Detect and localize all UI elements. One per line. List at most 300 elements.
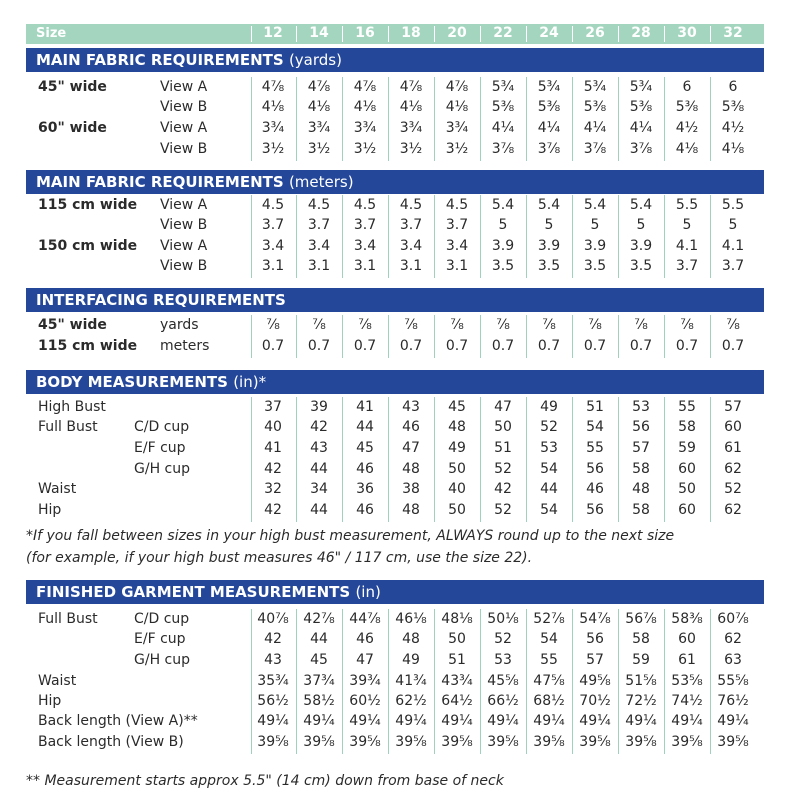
table-cell: 3.7: [721, 258, 745, 274]
table-cell: 42: [264, 461, 282, 477]
table-cell: 3.7: [261, 217, 285, 233]
table-cell: 56: [586, 631, 604, 647]
table-cell: ⅞: [312, 317, 326, 333]
table-cell: 47⅝: [533, 673, 565, 689]
section-unit: (yards): [288, 51, 342, 69]
table-cell: 3.4: [261, 238, 285, 254]
table-cell: 52: [494, 461, 512, 477]
row-label: High Bust: [38, 399, 106, 415]
table-cell: 3.7: [675, 258, 699, 274]
size-separator: [618, 26, 619, 42]
table-cell: 54: [540, 631, 558, 647]
table-cell: 0.7: [629, 338, 653, 354]
table-cell: 44: [310, 631, 328, 647]
size-column-20: 20: [447, 25, 467, 41]
table-cell: 42⅞: [303, 611, 335, 627]
table-cell: 0.7: [307, 338, 331, 354]
table-cell: 45: [356, 440, 374, 456]
table-cell: 40: [448, 481, 466, 497]
table-cell: 54: [586, 419, 604, 435]
row-sublabel: G/H cup: [134, 461, 190, 477]
table-cell: 52⅞: [533, 611, 565, 627]
table-cell: 51: [448, 652, 466, 668]
table-cell: 5.4: [583, 197, 607, 213]
section-unit: (in)*: [233, 373, 267, 391]
section-title: FINISHED GARMENT MEASUREMENTS: [36, 583, 351, 601]
row-label: Full Bust: [38, 419, 98, 435]
table-cell: 76½: [717, 693, 749, 709]
row-label: 115 cm wide: [38, 197, 138, 213]
section-title: MAIN FABRIC REQUIREMENTS: [36, 173, 284, 191]
footnote: ** Measurement starts approx 5.5" (14 cm) down from base of neck: [26, 773, 504, 789]
table-cell: 46: [356, 461, 374, 477]
row-sublabel: View B: [160, 141, 208, 157]
row-sublabel: E/F cup: [134, 440, 186, 456]
table-cell: 61: [678, 652, 696, 668]
table-cell: 5.5: [721, 197, 745, 213]
table-cell: 72½: [625, 693, 657, 709]
table-cell: 4⅞: [261, 79, 285, 95]
row-sublabel: C/D cup: [134, 419, 190, 435]
row-label: 45" wide: [38, 79, 107, 95]
table-cell: 4½: [675, 120, 699, 136]
table-cell: 58⅜: [671, 611, 703, 627]
section-unit: (in): [355, 583, 381, 601]
table-cell: 5: [682, 217, 692, 233]
row-sublabel: View B: [160, 258, 208, 274]
row-label: Waist: [38, 481, 77, 497]
table-cell: 58½: [303, 693, 335, 709]
table-cell: 39¾: [349, 673, 381, 689]
table-cell: 3½: [399, 141, 423, 157]
table-cell: 60⅞: [717, 611, 749, 627]
table-cell: 6: [682, 79, 692, 95]
size-column-26: 26: [585, 25, 605, 41]
table-cell: 48: [632, 481, 650, 497]
table-cell: 49¼: [717, 713, 749, 729]
table-cell: 55⅝: [717, 673, 749, 689]
table-cell: 5.4: [629, 197, 653, 213]
table-cell: 4½: [721, 120, 745, 136]
table-cell: 46: [402, 419, 420, 435]
table-cell: ⅞: [634, 317, 648, 333]
table-cell: 4.5: [261, 197, 285, 213]
table-cell: 60: [678, 461, 696, 477]
table-cell: 49¼: [303, 713, 335, 729]
table-cell: 64½: [441, 693, 473, 709]
table-cell: 50: [494, 419, 512, 435]
table-cell: 41: [264, 440, 282, 456]
table-cell: 47: [494, 399, 512, 415]
table-cell: 3⅞: [629, 141, 653, 157]
table-cell: 62: [724, 461, 742, 477]
table-cell: 46⅛: [395, 611, 427, 627]
table-cell: 4.5: [353, 197, 377, 213]
size-separator: [388, 26, 389, 42]
table-cell: 57: [632, 440, 650, 456]
table-cell: 5⅜: [675, 99, 699, 115]
table-cell: 54: [540, 502, 558, 518]
table-cell: 3¾: [307, 120, 331, 136]
table-cell: 3⅞: [491, 141, 515, 157]
row-label: Back length (View A)**: [38, 713, 198, 729]
row-label: Back length (View B): [38, 734, 184, 750]
table-cell: 56⅞: [625, 611, 657, 627]
table-cell: 49¼: [671, 713, 703, 729]
table-cell: 66½: [487, 693, 519, 709]
table-cell: 41¾: [395, 673, 427, 689]
table-cell: 5¾: [537, 79, 561, 95]
table-cell: 57: [586, 652, 604, 668]
table-cell: 70½: [579, 693, 611, 709]
table-cell: 52: [540, 419, 558, 435]
table-cell: 52: [724, 481, 742, 497]
row-label: Full Bust: [38, 611, 98, 627]
size-column-14: 14: [309, 25, 329, 41]
table-cell: 3⅞: [537, 141, 561, 157]
table-cell: 50: [448, 631, 466, 647]
table-cell: 46: [356, 502, 374, 518]
size-column-30: 30: [677, 25, 697, 41]
table-cell: 4¼: [491, 120, 515, 136]
table-cell: 49¼: [625, 713, 657, 729]
table-cell: 5.4: [537, 197, 561, 213]
table-cell: 6: [728, 79, 738, 95]
table-cell: 39⅝: [625, 734, 657, 750]
table-cell: 52: [494, 502, 512, 518]
table-cell: 43: [310, 440, 328, 456]
table-cell: 42: [310, 419, 328, 435]
table-cell: 53: [494, 652, 512, 668]
table-cell: 36: [356, 481, 374, 497]
table-cell: 49¼: [487, 713, 519, 729]
table-cell: 0.7: [583, 338, 607, 354]
table-cell: 3.4: [399, 238, 423, 254]
table-cell: 39⅝: [487, 734, 519, 750]
table-cell: 0.7: [721, 338, 745, 354]
table-cell: 3.5: [629, 258, 653, 274]
table-cell: 45⅝: [487, 673, 519, 689]
size-separator: [710, 26, 711, 42]
table-cell: 4⅛: [721, 141, 745, 157]
table-cell: 60: [724, 419, 742, 435]
table-cell: 54⅞: [579, 611, 611, 627]
table-cell: 5.5: [675, 197, 699, 213]
table-cell: 42: [264, 502, 282, 518]
row-label: 45" wide: [38, 317, 107, 333]
row-sublabel: View B: [160, 99, 208, 115]
table-cell: 3¾: [353, 120, 377, 136]
table-cell: ⅞: [358, 317, 372, 333]
table-cell: 5.4: [491, 197, 515, 213]
table-cell: 3.1: [353, 258, 377, 274]
row-label: 150 cm wide: [38, 238, 138, 254]
table-cell: 60: [678, 631, 696, 647]
size-column-32: 32: [723, 25, 743, 41]
section-header-3: [26, 288, 764, 312]
table-cell: 4⅞: [445, 79, 469, 95]
table-cell: 48: [448, 419, 466, 435]
table-cell: 58: [678, 419, 696, 435]
table-cell: 0.7: [537, 338, 561, 354]
table-cell: 0.7: [445, 338, 469, 354]
table-cell: 5⅜: [583, 99, 607, 115]
row-sublabel: View B: [160, 217, 208, 233]
table-cell: 3½: [261, 141, 285, 157]
table-cell: 3.5: [491, 258, 515, 274]
table-cell: 3.4: [445, 238, 469, 254]
table-cell: 3.4: [353, 238, 377, 254]
table-cell: 46: [586, 481, 604, 497]
table-cell: 4¼: [629, 120, 653, 136]
size-column-22: 22: [493, 25, 513, 41]
table-cell: 50: [448, 502, 466, 518]
size-separator: [434, 26, 435, 42]
size-column-28: 28: [631, 25, 651, 41]
table-cell: 4⅛: [307, 99, 331, 115]
table-cell: 4.1: [675, 238, 699, 254]
table-cell: ⅞: [266, 317, 280, 333]
measurement-note: *If you fall between sizes in your high bust measurement, ALWAYS round up to the next size: [26, 528, 675, 544]
row-sublabel: E/F cup: [134, 631, 186, 647]
size-separator: [251, 26, 252, 42]
table-cell: 56½: [257, 693, 289, 709]
table-cell: 56: [632, 419, 650, 435]
section-title: MAIN FABRIC REQUIREMENTS: [36, 51, 284, 69]
table-cell: 39: [310, 399, 328, 415]
table-cell: 3½: [307, 141, 331, 157]
table-cell: 55: [678, 399, 696, 415]
table-cell: 40: [264, 419, 282, 435]
table-cell: 51⅝: [625, 673, 657, 689]
table-cell: 45: [448, 399, 466, 415]
table-cell: 49¼: [579, 713, 611, 729]
table-cell: 4¼: [537, 120, 561, 136]
size-separator: [296, 26, 297, 42]
table-cell: 47: [356, 652, 374, 668]
table-cell: 3.9: [537, 238, 561, 254]
table-cell: 4⅛: [675, 141, 699, 157]
table-cell: 48: [402, 461, 420, 477]
table-cell: 5¾: [629, 79, 653, 95]
table-cell: 39⅝: [349, 734, 381, 750]
table-cell: 41: [356, 399, 374, 415]
table-cell: 48: [402, 502, 420, 518]
row-sublabel: View A: [160, 120, 208, 136]
table-cell: 3½: [445, 141, 469, 157]
section-unit: (meters): [288, 173, 354, 191]
table-cell: 3.7: [307, 217, 331, 233]
table-cell: 3.9: [491, 238, 515, 254]
table-cell: 39⅝: [717, 734, 749, 750]
table-cell: ⅞: [726, 317, 740, 333]
table-cell: 3.7: [353, 217, 377, 233]
table-cell: 39⅝: [257, 734, 289, 750]
table-cell: ⅞: [404, 317, 418, 333]
table-cell: 43¾: [441, 673, 473, 689]
size-column-12: 12: [263, 25, 283, 41]
table-cell: 45: [310, 652, 328, 668]
table-cell: 38: [402, 481, 420, 497]
table-cell: 49⅝: [579, 673, 611, 689]
table-cell: 49: [402, 652, 420, 668]
table-cell: 39⅝: [579, 734, 611, 750]
table-cell: 0.7: [261, 338, 285, 354]
table-cell: 5: [498, 217, 508, 233]
table-cell: 0.7: [491, 338, 515, 354]
table-cell: 3.1: [261, 258, 285, 274]
table-cell: 48: [402, 631, 420, 647]
table-cell: 4⅛: [353, 99, 377, 115]
table-cell: 53⅝: [671, 673, 703, 689]
table-cell: 53: [632, 399, 650, 415]
row-sublabel: View A: [160, 79, 208, 95]
row-sublabel: G/H cup: [134, 652, 190, 668]
table-cell: 51: [586, 399, 604, 415]
table-cell: 5⅜: [629, 99, 653, 115]
table-cell: 39⅝: [303, 734, 335, 750]
table-cell: 49¼: [533, 713, 565, 729]
table-cell: 32: [264, 481, 282, 497]
table-cell: 4⅛: [445, 99, 469, 115]
table-cell: 3.1: [445, 258, 469, 274]
size-column-18: 18: [401, 25, 421, 41]
table-cell: 5¾: [491, 79, 515, 95]
table-cell: 63: [724, 652, 742, 668]
table-cell: 49¼: [395, 713, 427, 729]
table-cell: 3.5: [537, 258, 561, 274]
table-cell: 5: [728, 217, 738, 233]
size-column-16: 16: [355, 25, 375, 41]
table-cell: 44: [310, 461, 328, 477]
table-cell: 3.1: [307, 258, 331, 274]
table-cell: 58: [632, 502, 650, 518]
table-cell: 35¾: [257, 673, 289, 689]
table-cell: 37: [264, 399, 282, 415]
table-cell: 3½: [353, 141, 377, 157]
table-cell: 53: [540, 440, 558, 456]
table-cell: 62: [724, 502, 742, 518]
row-sublabel: meters: [160, 338, 210, 354]
table-cell: 50⅛: [487, 611, 519, 627]
table-cell: 3.7: [445, 217, 469, 233]
table-cell: ⅞: [680, 317, 694, 333]
table-cell: 39⅝: [533, 734, 565, 750]
row-label: Waist: [38, 673, 77, 689]
table-cell: 46: [356, 631, 374, 647]
table-cell: 50: [678, 481, 696, 497]
table-cell: 39⅝: [671, 734, 703, 750]
table-cell: 3.4: [307, 238, 331, 254]
size-separator: [572, 26, 573, 42]
table-cell: 48⅛: [441, 611, 473, 627]
table-cell: 4⅞: [399, 79, 423, 95]
table-cell: 50: [448, 461, 466, 477]
table-cell: 58: [632, 461, 650, 477]
table-cell: 49¼: [257, 713, 289, 729]
table-cell: 3¾: [261, 120, 285, 136]
table-cell: 60½: [349, 693, 381, 709]
table-cell: 62: [724, 631, 742, 647]
table-cell: 3¾: [399, 120, 423, 136]
size-separator: [480, 26, 481, 42]
table-cell: 0.7: [399, 338, 423, 354]
table-cell: 68½: [533, 693, 565, 709]
table-cell: 5⅜: [491, 99, 515, 115]
table-cell: 57: [724, 399, 742, 415]
size-separator: [342, 26, 343, 42]
table-cell: ⅞: [450, 317, 464, 333]
table-cell: 4¼: [583, 120, 607, 136]
table-cell: 5⅜: [721, 99, 745, 115]
table-cell: 3.1: [399, 258, 423, 274]
table-cell: 5: [544, 217, 554, 233]
size-separator: [664, 26, 665, 42]
section-header-5: [26, 580, 764, 604]
table-cell: 49¼: [349, 713, 381, 729]
section-header-1: [26, 48, 764, 72]
table-cell: 0.7: [353, 338, 377, 354]
row-sublabel: C/D cup: [134, 611, 190, 627]
table-cell: 49: [540, 399, 558, 415]
table-cell: 4⅞: [353, 79, 377, 95]
table-cell: 55: [586, 440, 604, 456]
table-cell: 56: [586, 461, 604, 477]
row-label: 60" wide: [38, 120, 107, 136]
table-cell: 4⅛: [399, 99, 423, 115]
row-label: Hip: [38, 693, 62, 709]
table-cell: 61: [724, 440, 742, 456]
table-cell: 3⅞: [583, 141, 607, 157]
table-cell: 51: [494, 440, 512, 456]
table-cell: 59: [632, 652, 650, 668]
table-cell: 5⅜: [537, 99, 561, 115]
table-cell: 4.1: [721, 238, 745, 254]
table-cell: 43: [264, 652, 282, 668]
table-cell: 47: [402, 440, 420, 456]
table-cell: 3.5: [583, 258, 607, 274]
table-cell: 44: [310, 502, 328, 518]
table-cell: 4⅛: [261, 99, 285, 115]
table-cell: 0.7: [675, 338, 699, 354]
size-separator: [526, 26, 527, 42]
table-cell: 4.5: [307, 197, 331, 213]
section-header-2: [26, 170, 764, 194]
table-cell: 4.5: [445, 197, 469, 213]
row-sublabel: View A: [160, 197, 208, 213]
section-title: BODY MEASUREMENTS: [36, 373, 228, 391]
table-cell: 58: [632, 631, 650, 647]
table-cell: 56: [586, 502, 604, 518]
size-column-24: 24: [539, 25, 559, 41]
table-cell: 5¾: [583, 79, 607, 95]
table-cell: 3¾: [445, 120, 469, 136]
table-cell: 42: [494, 481, 512, 497]
table-cell: 55: [540, 652, 558, 668]
table-cell: 44⅞: [349, 611, 381, 627]
table-cell: ⅞: [542, 317, 556, 333]
table-cell: 49¼: [441, 713, 473, 729]
table-cell: 40⅞: [257, 611, 289, 627]
table-cell: 54: [540, 461, 558, 477]
table-cell: 34: [310, 481, 328, 497]
measurement-note: (for example, if your high bust measures 46" / 117 cm, use the size 22).: [26, 550, 533, 566]
table-cell: 39⅝: [441, 734, 473, 750]
table-cell: 37¾: [303, 673, 335, 689]
table-cell: 5: [636, 217, 646, 233]
table-cell: 4.5: [399, 197, 423, 213]
table-cell: 59: [678, 440, 696, 456]
